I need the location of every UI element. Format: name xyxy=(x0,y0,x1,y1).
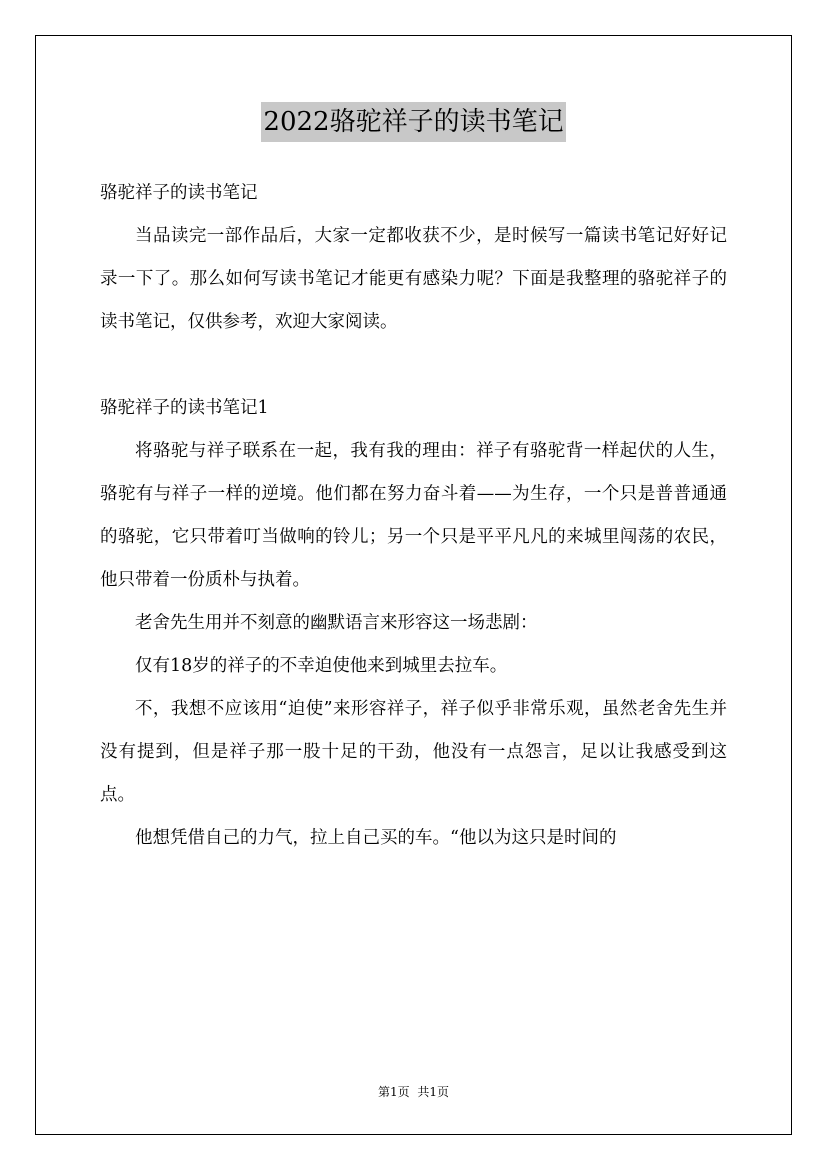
body-paragraph: 老舍先生用并不刻意的幽默语言来形容这一场悲剧： xyxy=(135,613,538,633)
body-paragraph: 仅有18岁的祥子的不幸迫使他来到城里去拉车。 xyxy=(135,656,508,676)
title-container xyxy=(0,102,827,142)
body-paragraph: 不，我想不应该用“迫使”来形容祥子，祥子似乎非常乐观，虽然老舍先生并没有提到，但是祥子那一股十足的干劲，他没有一点怨言，足以让我感受到这点。 xyxy=(100,699,727,805)
page-number: 第1页 xyxy=(378,1085,410,1099)
body-paragraph: 将骆驼与祥子联系在一起，我有我的理由：祥子有骆驼背一样起伏的人生，骆驼有与祥子一样的逆境。他们都在努力奋斗着——为生存，一个只是普普通通的骆驼，它只带着叮当做响的铃儿；另一个只是平平凡凡的来城里闯荡的农民，他只带着一份质朴与执着。 xyxy=(100,441,727,590)
body-paragraph: 他想凭借自己的力气，拉上自己买的车。“他以为这只是时间的 xyxy=(135,828,617,848)
intro-paragraph: 当品读完一部作品后，大家一定都收获不少，是时候写一篇读书笔记好好记录一下了。那么如何写读书笔记才能更有感染力呢？下面是我整理的骆驼祥子的读书笔记，仅供参考，欢迎大家阅读。 xyxy=(100,226,727,332)
section-heading-1: 骆驼祥子的读书笔记1 xyxy=(100,398,269,418)
page-total: 共1页 xyxy=(417,1085,449,1099)
document-title: 2022骆驼祥子的读书笔记 xyxy=(261,102,565,142)
section-spacer xyxy=(100,344,727,387)
page-footer xyxy=(0,1084,827,1100)
section-heading: 骆驼祥子的读书笔记 xyxy=(100,183,258,203)
document-body xyxy=(100,172,727,860)
